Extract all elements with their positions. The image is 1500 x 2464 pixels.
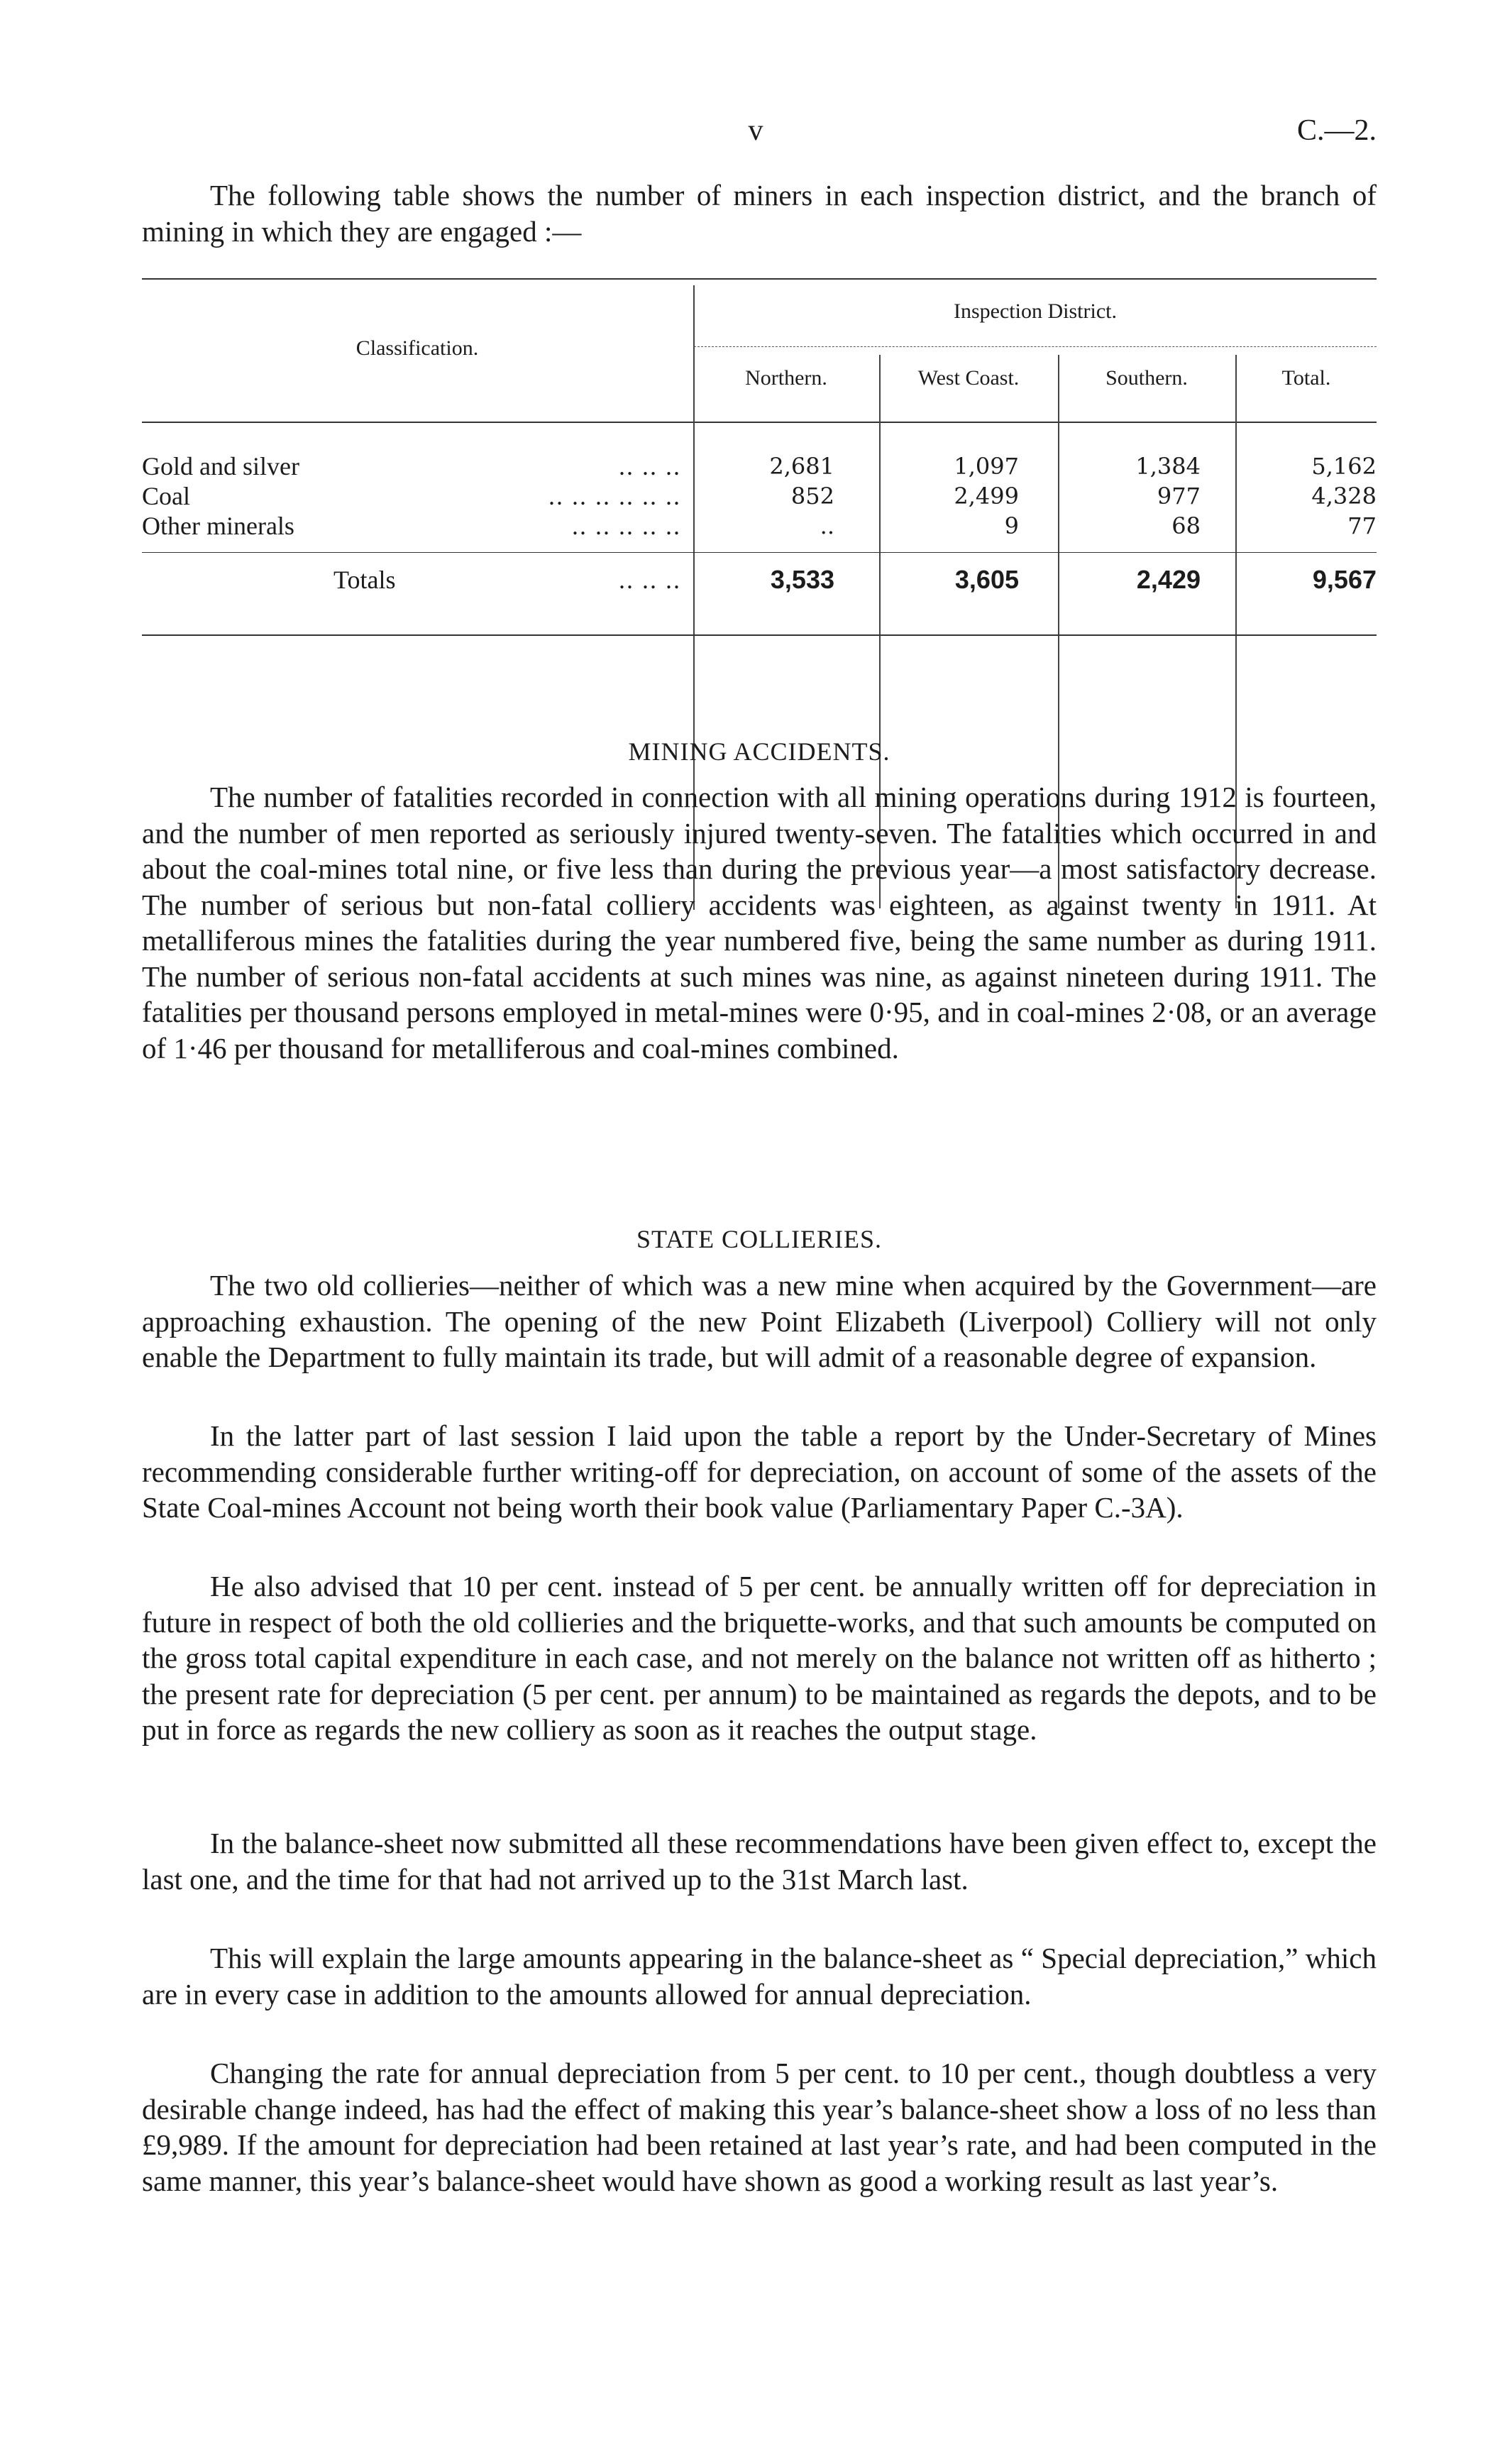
col-header-west-coast: West Coast. — [917, 366, 1020, 390]
cell-gold-west-coast: 1,097 — [954, 453, 1019, 480]
section-heading-state-collieries: STATE COLLIERIES. — [636, 1225, 883, 1253]
cell-coal-total: 4,328 — [1311, 483, 1377, 510]
table-row — [142, 511, 681, 541]
cell-total-total: 9,567 — [1312, 565, 1377, 594]
cell-other-west-coast: 9 — [1004, 512, 1019, 539]
section-heading-mining-accidents: MINING ACCIDENTS. — [628, 737, 890, 766]
totals-label: Totals — [333, 566, 396, 594]
cell-other-southern: 68 — [1171, 512, 1201, 539]
cell-gold-southern: 1,384 — [1135, 453, 1201, 480]
row-label: Coal — [142, 482, 190, 510]
paragraph: In the balance-sheet now submitted all these recommendations have been given effect to, except the last one, and the time for that had not arrived up to the 31st March last. — [142, 1827, 1377, 1896]
totals-rule — [142, 552, 1377, 553]
paragraph: Changing the rate for annual depreciation from 5 per cent. to 10 per cent., though doubtless a very desirable change indeed, has had the effect of making this year’s balance-sheet show a loss of no less than £9,989. If the amount for depreciation had been retained at last year’s rate, and had been computed in the same manner, this year’s balance-sheet would have shown as good a working result as last year’s. — [142, 2057, 1377, 2197]
table-row — [142, 481, 681, 511]
paragraph: The number of fatalities recorded in connection with all mining operations during 1912 is fourteen, and the number of men reported as seriously injured twenty-seven. The fatalities which occurred in and about the coal-mines total nine, or five less than during the previous year—a most satisfactory decrease. The number of serious but non-fatal colliery accidents was eighteen, as against twenty in 1911. At metalliferous mines the fatalities during the year numbered five, being the same number as during 1911. The number of serious non-fatal accidents at such mines was nine, as against nineteen during 1911. The fatalities per thousand persons employed in metal-mines were 0·95, and in coal-mines 2·08, or an average of 1·46 per thousand for metalliferous and coal-mines combined. — [142, 781, 1377, 1065]
totals-row — [333, 565, 681, 595]
table-row — [142, 451, 681, 481]
table-bottom-rule — [142, 634, 1377, 636]
group-divider — [694, 346, 1377, 347]
cell-other-northern: .. — [820, 512, 834, 539]
cell-coal-southern: 977 — [1157, 483, 1201, 510]
leader-dots: .. .. .. .. .. .. — [548, 482, 681, 510]
paragraph: He also advised that 10 per cent. instead of 5 per cent. be annually written off for depreciation in future in respect of both the old collieries and the briquette-works, and that such amounts be computed on the gross total capital expenditure in each case, and not merely on the balance not written off as hitherto ; the present rate for depreciation (5 per cent. per annum) to be maintained as regards the depots, and to be put in force as regards the new colliery as soon as it reaches the output stage. — [142, 1570, 1377, 1746]
cell-coal-west-coast: 2,499 — [954, 483, 1019, 510]
paragraph: This will explain the large amounts appearing in the balance-sheet as “ Special depreciation,” which are in every case in addition to the amounts allowed for annual depreciation. — [142, 1942, 1377, 2011]
cell-gold-northern: 2,681 — [769, 453, 834, 480]
paragraph: In the latter part of last session I laid upon the table a report by the Under-Secretary of Mines recommending considerable further writing-off for depreciation, on account of some of the assets of the State Coal-mines Account not being worth their book value (Parliamentary Paper C.-3A). — [142, 1419, 1377, 1524]
cell-total-southern: 2,429 — [1136, 565, 1201, 594]
table-top-rule — [142, 278, 1377, 280]
cell-gold-total: 5,162 — [1311, 453, 1377, 480]
page-number: v — [748, 114, 763, 147]
document-code: C.—2. — [1296, 114, 1377, 147]
cell-coal-northern: 852 — [790, 483, 834, 510]
cell-total-northern: 3,533 — [770, 565, 834, 594]
leader-dots: .. .. .. .. .. — [572, 512, 681, 540]
paragraph: The two old collieries—neither of which was a new mine when acquired by the Government—are approaching exhaustion. The opening of the new Point Elizabeth (Liverpool) Colliery will not only enable the Department to fully maintain its trade, but will admit of a reasonable degree of expansion. — [142, 1269, 1377, 1373]
inspection-district-header: Inspection District. — [954, 299, 1117, 323]
col-header-southern: Southern. — [1105, 366, 1188, 390]
miners-table — [142, 275, 1377, 637]
cell-other-total: 77 — [1347, 512, 1377, 539]
row-label: Other minerals — [142, 512, 294, 540]
col-header-northern: Northern. — [745, 366, 827, 390]
leader-dots: .. .. .. — [619, 566, 681, 594]
cell-total-west-coast: 3,605 — [954, 565, 1019, 594]
col-header-total: Total. — [1281, 366, 1331, 390]
leader-dots: .. .. .. — [619, 452, 681, 480]
classification-header: Classification. — [355, 336, 479, 360]
row-label: Gold and silver — [142, 452, 299, 480]
header-rule — [142, 422, 1377, 423]
intro-paragraph: The following table shows the number of miners in each inspection district, and the branch of mining in which they are engaged :— — [142, 179, 1377, 248]
